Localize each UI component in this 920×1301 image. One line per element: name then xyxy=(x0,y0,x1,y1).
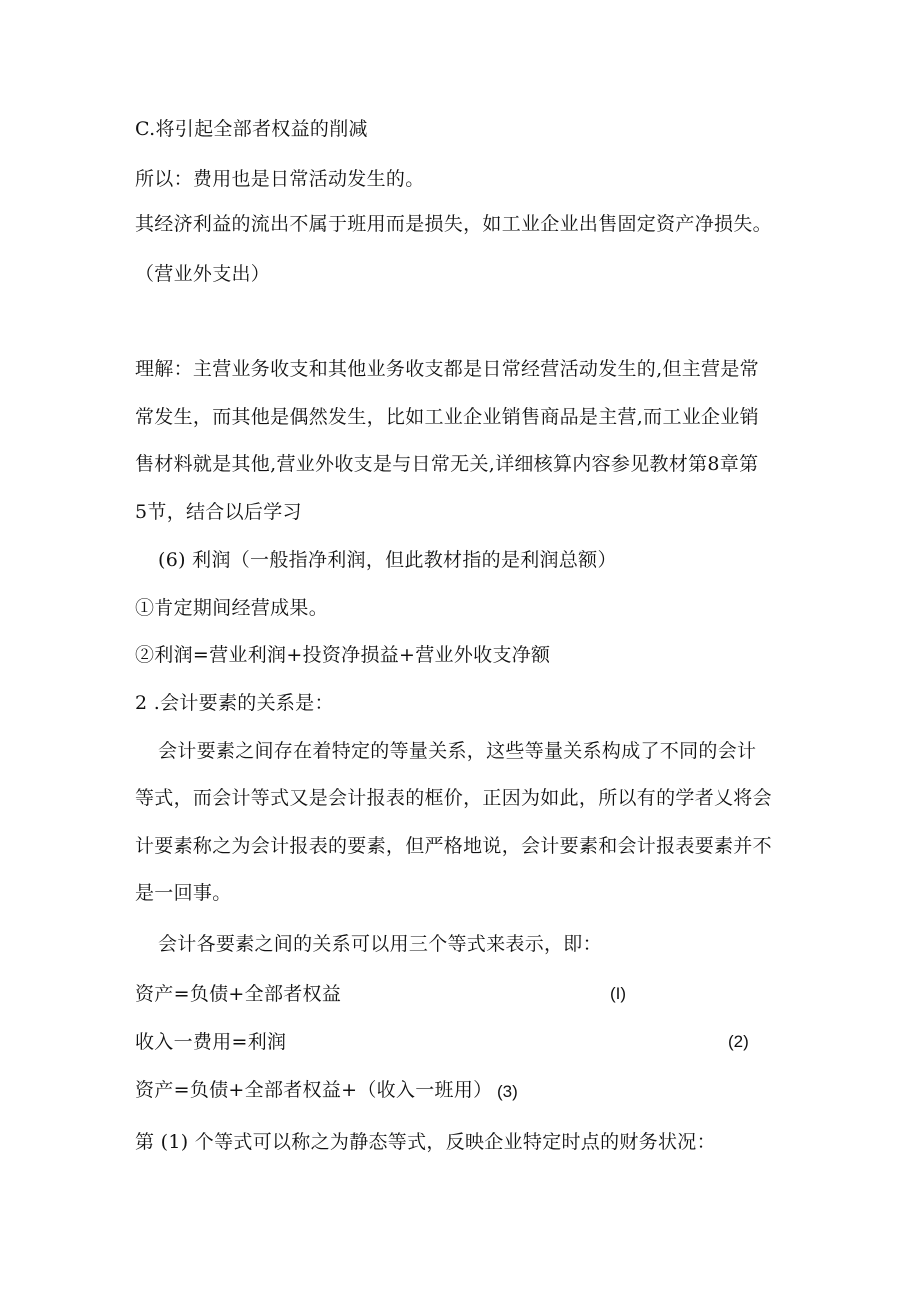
equation-1-number: (I) xyxy=(610,984,627,1003)
paragraph-understanding-line-1: 理解：主营业务收支和其他业务收支都是日常经营活动发生的,但主营是常 xyxy=(135,358,759,380)
profit-heading: (6) 利润（一般指净利润，但此教材指的是利润总额） xyxy=(158,549,617,571)
list-item-2: ②利润=营业利润+投资净损益+营业外收支净额 xyxy=(135,644,551,666)
equation-2: 收入一费用=利润 xyxy=(135,1031,287,1053)
text-line-2: 所以：费用也是日常活动发生的。 xyxy=(135,168,425,190)
paragraph-understanding-line-2: 常发生，而其他是偶然发生，比如工业企业销售商品是主营,而工业企业销 xyxy=(135,406,759,428)
equation-1: 资产=负债+全部者权益 xyxy=(135,983,342,1005)
equation-2-number: (2) xyxy=(728,1032,749,1051)
equation-3-number: (3) xyxy=(497,1082,518,1101)
paragraph-relations-line-1: 会计要素之间存在着特定的等量关系，这些等量关系构成了不同的会计 xyxy=(158,740,757,762)
paragraph-understanding-line-4: 5节，结合以后学习 xyxy=(135,501,302,523)
text-line-1: C.将引起全部者权益的削减 xyxy=(135,118,368,140)
paragraph-relations-line-4: 是一回事。 xyxy=(135,882,232,904)
list-item-1: ①肯定期间经营成果。 xyxy=(135,597,329,619)
paragraph-relations-line-3: 计要素称之为会计报表的要素，但严格地说，会计要素和会计报表要素并不 xyxy=(135,835,772,857)
equations-intro: 会计各要素之间的关系可以用三个等式来表示，即： xyxy=(158,933,602,955)
section-heading-relations: 2 .会计要素的关系是： xyxy=(135,692,334,714)
equation-3: 资产=负债+全部者权益+（收入一班用） xyxy=(135,1079,493,1101)
text-line-static-equation: 第 (1) 个等式可以称之为静态等式，反映企业特定时点的财务状况： xyxy=(135,1131,716,1153)
paragraph-relations-line-2: 等式，而会计等式又是会计报表的框价，正因为如此，所以有的学者乂将会 xyxy=(135,787,772,809)
text-line-3: 其经济利益的流出不属于班用而是损失，如工业企业出售固定资产净损失。 xyxy=(135,213,772,235)
paragraph-understanding-line-3: 售材料就是其他,营业外收支是与日常无关,详细核算内容参见教材第8章第 xyxy=(135,453,759,475)
text-line-4: （营业外支出） xyxy=(135,263,271,285)
